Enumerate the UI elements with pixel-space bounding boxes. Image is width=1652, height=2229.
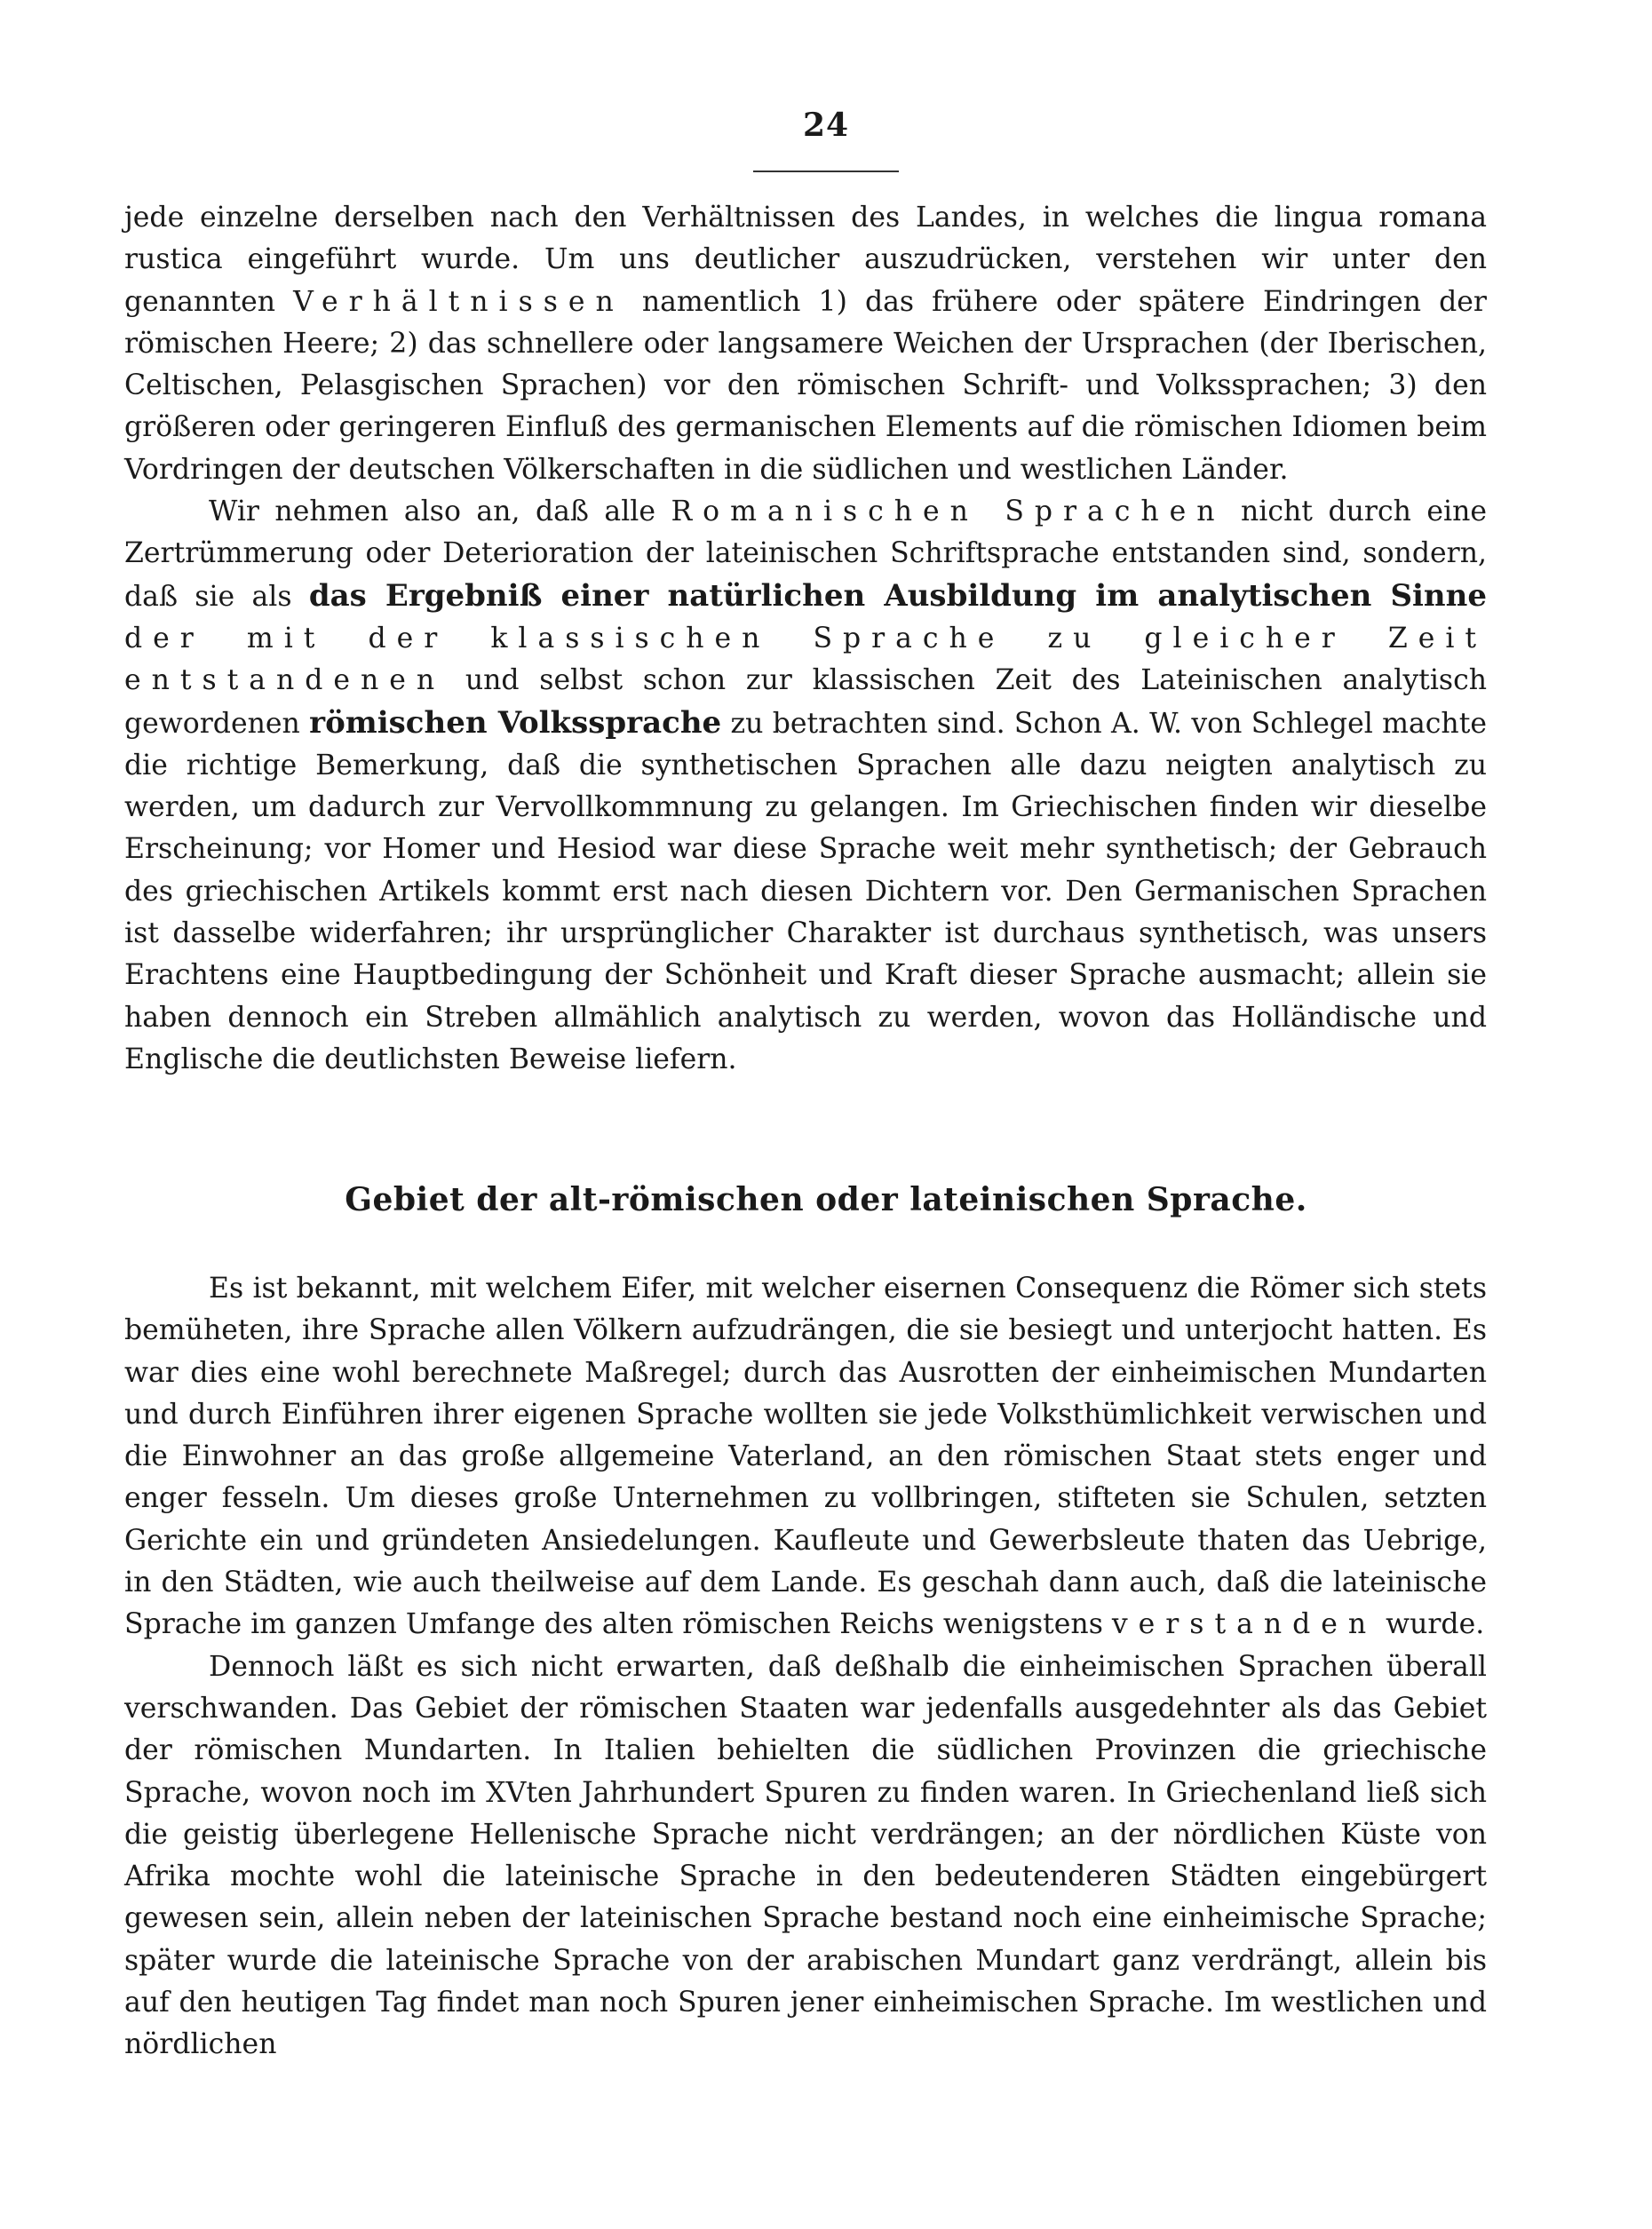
text-run: zu betrachten sind. Schon A. W. von Schlegel machte die richtige Bemerkung, daß die synthetischen Sprachen alle dazu neigten analytisch zu werden, um dadurch zur Vervollkommnung zu gelangen. Im Griechischen finden wir dieselbe Erscheinung; vor Homer und Hesiod war diese Sprache weit mehr synthetisch; der Gebrauch des griechischen Artikels kommt erst nach diesen Dichtern vor. Den Germanischen Sprachen ist dasselbe widerfahren; ihr ursprünglicher Charakter ist durchaus synthetisch, was unsers Erachtens eine Hauptbedingung der Schönheit und Kraft dieser Sprache ausmacht; allein sie haben dennoch ein Streben allmählich analytisch zu werden, wovon das Holländische und Englische die deutlichsten Beweise liefern. [124, 707, 1488, 1075]
paragraph-continuation [124, 197, 1487, 491]
text-run: und selbst schon zur klassischen Zeit des Lateinischen analytisch gewordenen [124, 664, 1487, 740]
bold-emphasis: das Ergebniß einer natürlichen Ausbildung im analytischen Sinne [308, 577, 1487, 614]
spaced-emphasis: Romanischen Sprachen [671, 496, 1226, 528]
paragraph [124, 1646, 1487, 2066]
page-number: 24 [802, 107, 850, 144]
text-run: Wir nehmen also an, daß alle [209, 496, 671, 528]
spaced-emphasis: verstanden [1111, 1608, 1378, 1641]
text-run: Dennoch läßt es sich nicht erwarten, daß deßhalb die einheimischen Sprachen überall verschwanden. Das Gebiet der römischen Staaten war jedenfalls ausgedehnter als das Gebiet der römischen Mundarten. In Italien behielten die südlichen Provinzen die griechische Sprache, wovon noch im XVten Jahrhundert Spuren zu finden waren. In Griechenland ließ sich die geistig überlegene Hellenische Sprache nicht verdrängen; an der nördlichen Küste von Afrika mochte wohl die lateinische Sprache in den bedeutenderen Städten eingebürgert gewesen sein, allein neben der lateinischen Sprache bestand noch eine einheimische Sprache; später wurde die lateinische Sprache von der arabischen Mundart ganz verdrängt, allein bis auf den heutigen Tag findet man noch Spuren jener einheimischen Sprache. Im westlichen und nördlichen [124, 1650, 1487, 2061]
text-block-upper [124, 197, 1487, 1081]
paragraph [124, 491, 1487, 1081]
text-run: nicht durch eine Zertrümmerung oder Deterioration der lateinischen Schriftsprache entstanden sind, sondern, daß sie als [124, 496, 1488, 613]
text-block-lower [124, 1268, 1487, 2066]
section-heading: Gebiet der alt-römischen oder lateinischen Sprache. [345, 1181, 1307, 1218]
spaced-emphasis: Verhältnissen [293, 285, 624, 318]
spaced-emphasis: der mit der klassischen Sprache zu gleicher Zeit entstandenen [124, 622, 1487, 697]
page-number-rule [753, 171, 899, 172]
text-run: namentlich 1) das frühere oder spätere Eindringen der römischen Heere; 2) das schnellere oder langsamere Weichen der Ursprachen (der Iberischen, Celtischen, Pelasgischen Sprachen) vor den römischen Schrift- und Volkssprachen; 3) den größeren oder geringeren Einfluß des germanischen Elements auf die römischen Idiomen beim Vordringen der deutschen Völkerschaften in die südlichen und westlichen Länder. [124, 285, 1487, 486]
text-run: Es ist bekannt, mit welchem Eifer, mit welcher eisernen Consequenz die Römer sich stets bemüheten, ihre Sprache allen Völkern aufzudrängen, die sie besiegt und unterjocht hatten. Es war dies eine wohl berechnete Maßregel; durch das Ausrotten der einheimischen Mundarten und durch Einführen ihrer eigenen Sprache wollten sie jede Volksthümlichkeit verwischen und die Einwohner an das große allgemeine Vaterland, an den römischen Staat stets enger und enger fesseln. Um dieses große Unternehmen zu vollbringen, stifteten sie Schulen, setzten Gerichte ein und gründeten Ansiedelungen. Kaufleute und Gewerbsleute thaten das Uebrige, in den Städten, wie auch theilweise auf dem Lande. Es geschah dann auch, daß die lateinische Sprache im ganzen Umfange des alten römischen Reichs wenigstens [124, 1273, 1487, 1641]
paragraph [124, 1268, 1487, 1646]
text-run: wurde. [1377, 1608, 1485, 1641]
text-run: jede einzelne derselben nach den Verhältnissen des Landes, in welches die lingua romana rustica eingeführt wurde. Um uns deutlicher auszudrücken, verstehen wir unter den genannten [124, 202, 1487, 318]
bold-emphasis: römischen Volkssprache [309, 704, 722, 741]
